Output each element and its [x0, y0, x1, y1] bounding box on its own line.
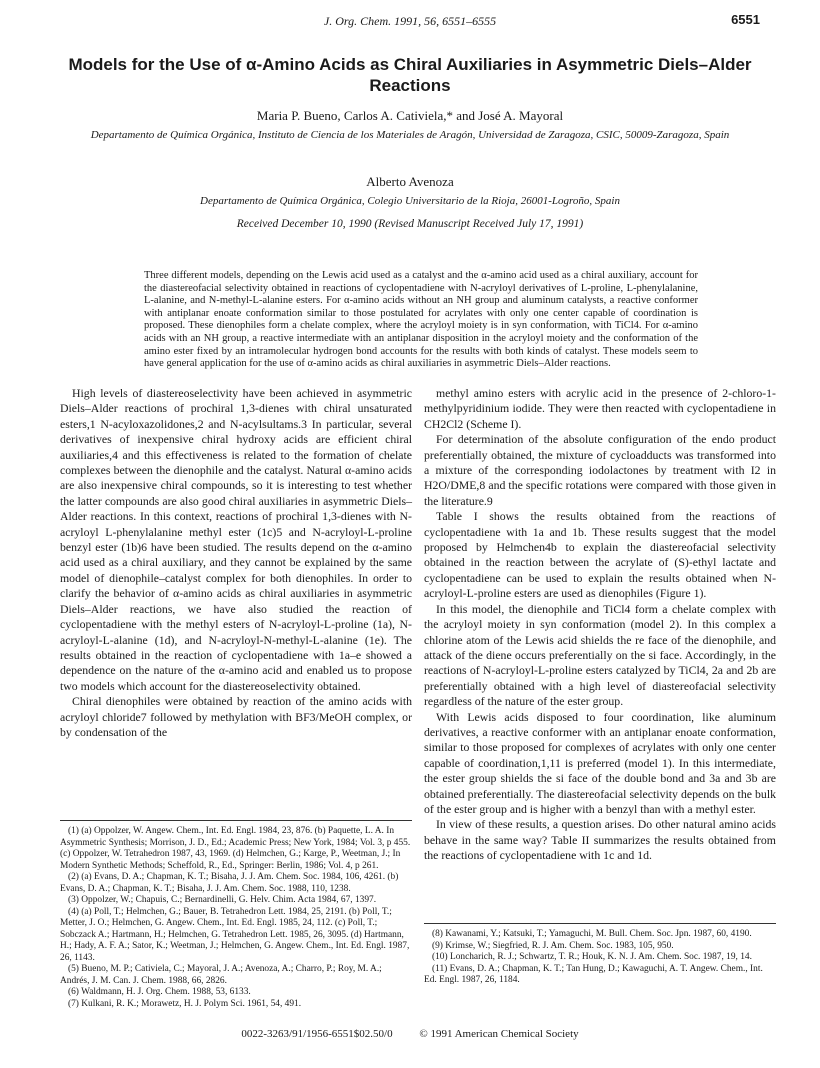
footnotes-left — [60, 820, 412, 1010]
footnote: (3) Oppolzer, W.; Chapuis, C.; Bernardinelli, G. Helv. Chim. Acta 1984, 67, 1397. — [68, 895, 377, 905]
running-head: J. Org. Chem. 1991, 56, 6551–6555 — [323, 14, 497, 28]
footnote: (2) (a) Evans, D. A.; Chapman, K. T.; Bisaha, J. J. Am. Chem. Soc. 1984, 106, 4261. (b) Evans, D. A.; Chapman, K. T.; Bisaha, J. J. Am. Chem. Soc. 1988, 110, 1238. — [60, 872, 399, 894]
received-date: Received December 10, 1990 (Revised Manuscript Received July 17, 1991) — [236, 218, 584, 230]
author-list: Maria P. Bueno, Carlos A. Cativiela,* and José A. Mayoral — [256, 108, 564, 123]
copyright: © 1991 American Chemical Society — [419, 1028, 579, 1040]
body-paragraph: In view of these results, a question arises. Do other natural amino acids behave in the same way? Table II summarizes the results obtained from the reactions of cyclopentadiene with 1c and 1d. — [424, 817, 776, 863]
abstract: Three different models, depending on the Lewis acid used as a catalyst and the α-amino acid used as a chiral auxiliary, account for the diastereofacial selectivity obtained in reactions of cyclopentadiene with N-acryloyl derivatives of L-proline, L-phenylalanine, L-alanine, and N-methyl-L-alanine esters. For α-amino acids without an NH group and aluminum catalysts, a reactive conformer with antiplanar enoate conformation similar to those postulated for acrylates with only one center capable of coordination is proposed. These dienophiles form a chelate complex, where the acryloyl moiety is in syn conformation, with TiCl4. For α-amino acids with an NH group, a reactive intermediate with an antiplanar disposition in the acryloyl moiety and the conformation of the amino ester fixed by an intramolecular hydrogen bond accounts for the results with both kinds of catalyst. These models seem to have general application for the use of α-amino acids as chiral auxiliaries in asymmetric Diels–Alder reactions. — [144, 270, 698, 370]
body-paragraph: For determination of the absolute configuration of the endo product preferentially obtained, the mixture of cycloadducts was transformed into a mixture of the corresponding iodolactones by treatment with I2 in H2O/DME,8 and the specific rotations were compared with those given in the literature.9 — [424, 432, 776, 508]
author-second: Alberto Avenoza — [366, 174, 454, 189]
footnote: (8) Kawanami, Y.; Katsuki, T.; Yamaguchi, M. Bull. Chem. Soc. Jpn. 1987, 60, 4190. — [432, 929, 752, 939]
page-footer — [0, 1028, 820, 1040]
body-column-left — [60, 386, 412, 740]
footnote: (10) Loncharich, R. J.; Schwartz, T. R.; Houk, K. N. J. Am. Chem. Soc. 1987, 19, 14. — [432, 952, 752, 962]
footnote: (5) Bueno, M. P.; Cativiela, C.; Mayoral, J. A.; Avenoza, A.; Charro, P.; Roy, M. A.; Andrés, J. M. Can. J. Chem. 1988, 66, 2826. — [60, 964, 382, 986]
body-paragraph: With Lewis acids disposed to four coordination, like aluminum derivatives, a reactive conformer with an antiplanar enoate conformation, similar to those proposed for complexes of acrylates with only one center capable of coordination,1,11 is preferred (model 1). In this intermediate, the ester group shields the si face of the double bond and 3a and 3b are obtained preferentially. The diastereofacial selectivity depends on the bulk of the ester group and is higher with a benzyl than with a methyl ester. — [424, 709, 776, 816]
body-paragraph: Chiral dienophiles were obtained by reaction of the amino acids with acryloyl chloride7 followed by methylation with BF3/MeOH complex, or by condensation of the — [60, 694, 412, 739]
body-paragraph: methyl amino esters with acrylic acid in the presence of 2-chloro-1-methylpyridinium iodide. They were then reacted with cyclopentadiene in CH2Cl2 (Scheme I). — [424, 386, 776, 431]
body-paragraph: Table I shows the results obtained from the reactions of cyclopentadiene with 1a and 1b. These results suggest that the model proposed by Helmchen4b to explain the diastereofacial selectivity obtained in the reaction between the acrylate of (S)-ethyl lactate and cyclopentadiene can be used to explain the results obtained when N-acryloyl-L-proline esters are used as dienophiles (Figure 1). — [424, 509, 776, 601]
footnotes-right — [424, 923, 776, 987]
affiliation-1: Departamento de Química Orgánica, Instituto de Ciencia de los Materiales de Aragón, Universidad de Zaragoza, CSIC, 50009-Zaragoza, Spain — [90, 129, 730, 141]
footnote: (4) (a) Poll, T.; Helmchen, G.; Bauer, B. Tetrahedron Lett. 1984, 25, 2191. (b) Poll, T.; Metter, J. O.; Helmchen, G. Angew. Chem., Int. Ed. Engl. 1985, 24, 112. (c) Poll, T.; Sobczack A.; Hartmann, H.; Helmchen, G. Tetrahedron Lett. 1985, 26, 3095. (d) Hartmann, H.; Hady, A. F. A.; Sator, K.; Weetman, J.; Helmchen, G. Angew. Chem., Int. Ed. Engl. 1987, 26, 1143. — [60, 906, 410, 963]
article-code: 0022-3263/91/1956-6551$02.50/0 — [241, 1028, 393, 1040]
body-column-right — [424, 386, 776, 864]
footnote: (11) Evans, D. A.; Chapman, K. T.; Tan Hung, D.; Kawaguchi, A. T. Angew. Chem., Int. Ed. Engl. 1987, 26, 1184. — [424, 963, 763, 985]
affiliation-2: Departamento de Química Orgánica, Colegio Universitario de la Rioja, 26001-Logroño, Spain — [200, 195, 620, 207]
article-title: Models for the Use of α-Amino Acids as Chiral Auxiliaries in Asymmetric Diels–Alder Reactions — [68, 55, 752, 95]
body-paragraph: In this model, the dienophile and TiCl4 form a chelate complex with the acryloyl moiety in syn conformation (model 2). In this complex a chlorine atom of the Lewis acid shields the re face of the dienophile, and attack of the diene occurs preferentially on the si face. Accordingly, in the reactions of N-acryloyl-L-proline esters catalyzed by TiCl4, 2a and 2b are preferentially obtained with a high level of diastereofacial selectivity regardless of the nature of the ester group. — [424, 601, 776, 709]
footnote: (7) Kulkani, R. K.; Morawetz, H. J. Polym Sci. 1961, 54, 491. — [68, 998, 302, 1009]
body-paragraph: High levels of diastereoselectivity have been achieved in asymmetric Diels–Alder reactions of prochiral 1,3-dienes with chiral unsaturated esters,1 N-acyloxazolidones,2 and N-acylsultams.3 In particular, several derivatives of inexpensive chiral hydroxy acids are efficient chiral auxiliaries,4 and this effectiveness is related to the formation of chelate complexes between the dienophile and the catalyst. Natural α-amino acids are also inexpensive chiral compounds, so it is interesting to test whether the latter compounds are also good chiral auxiliaries in asymmetric Diels–Alder reactions. In this context, reactions of prochiral 1,3-dienes with N-acryloyl L-phenylalanine methyl ester (1c)5 and N-acryloyl-L-proline benzyl ester (1b)6 have been studied. The results depend on the α-amino acid used as a chiral auxiliary, and they cannot be explained by the same model of dienophile–catalyst complex for both dienophiles. In order to clarify the behavior of α-amino acids as chiral auxiliaries in asymmetric Diels–Alder reactions, we have also studied the reaction of cyclopentadiene with the methyl esters of N-acryloyl-L-proline (1a), N-acryloyl-L-alanine (1d), and N-acryloyl-N-methyl-L-alanine (1e). The results obtained in the reaction of cyclopentadiene with 1a–e showed a dependence on the nature of the α-amino acid and enabled us to propose two models which account for the diastereoselectivity obtained. — [60, 386, 412, 693]
footnote: (6) Waldmann, H. J. Org. Chem. 1988, 53, 6133. — [68, 987, 251, 997]
footnote: (1) (a) Oppolzer, W. Angew. Chem., Int. Ed. Engl. 1984, 23, 876. (b) Paquette, L. A. In Asymmetric Synthesis; Morrison, J. D., Ed.; Academic Press; New York, 1984; Vol. 3, p 455. (c) Oppolzer, W. Tetrahedron 1987, 43, 1969. (d) Helmchen, G.; Karge, P., Weetman, J.; In Modern Synthetic Methods; Scheffold, R., Ed., Springer: Berlin, 1986; Vol. 4, p 261. — [60, 826, 411, 871]
page-number: 6551 — [731, 12, 760, 27]
footnote: (9) Krimse, W.; Siegfried, R. J. Am. Chem. Soc. 1983, 105, 950. — [432, 940, 674, 951]
